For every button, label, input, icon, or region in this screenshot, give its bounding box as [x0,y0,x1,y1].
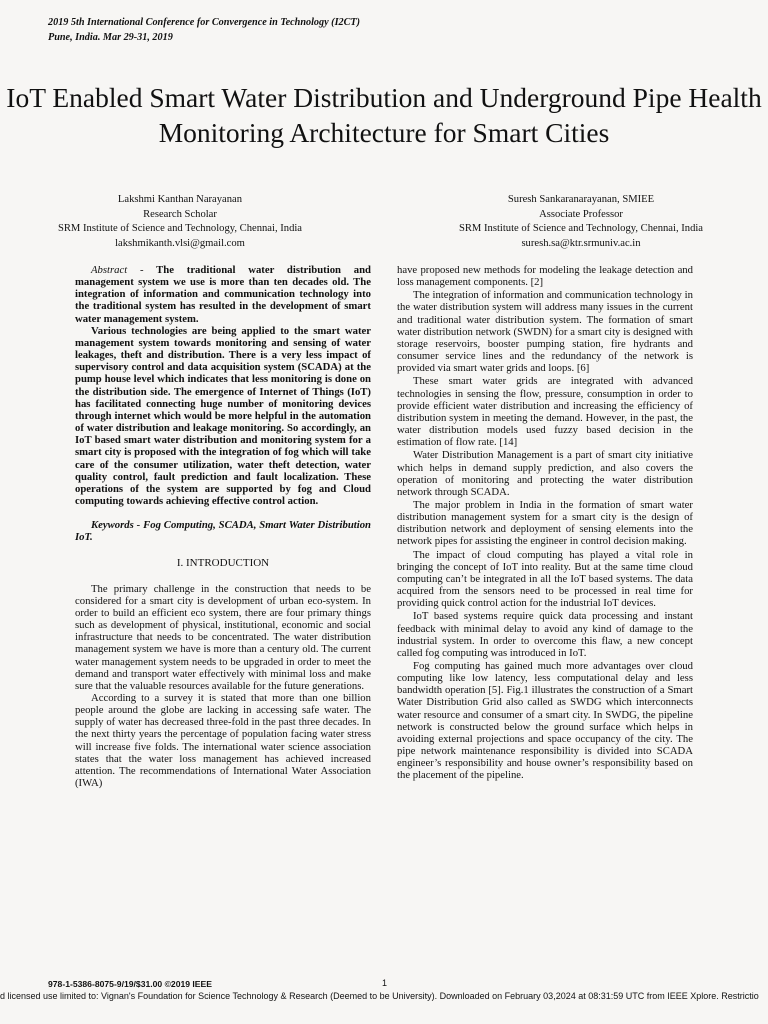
author-affiliation: SRM Institute of Science and Technology, Chennai, India [57,223,303,235]
conference-name: 2019 5th International Conference for Convergence in Technology (I2CT) [48,17,361,28]
author-name: Suresh Sankaranarayanan, SMIEE [507,194,655,205]
abstract-paragraph-1 [75,264,371,325]
author-role: Research Scholar [143,208,217,220]
isbn-footer: 978-1-5386-8075-9/19/$31.00 ©2019 IEEE [48,979,213,989]
author-affiliation: SRM Institute of Science and Technology, Chennai, India [458,223,704,235]
body-paragraph: These smart water grids are integrated with advanced technologies in sensing the flow, pressure, consumption in order to provide efficient water distribution and increasing the efficiency of distribution system in meeting the demand. However, in the past, the water distribution models used fuzzy based decision in the estimation of flow rate. [14] [397,375,693,449]
keywords: Keywords - Fog Computing, SCADA, Smart Water Distribution IoT. [75,519,371,544]
license-notice: d licensed use limited to: Vignan's Foundation for Science Technology & Research (Deemed to be University). Downloaded on February 03,2024 at 08:31:59 UTC from IEEE Xplore. Restrictio [0,991,759,1001]
page-number: 1 [382,978,388,988]
body-paragraph: IoT based systems require quick data processing and instant feedback with minimal delay to avoid any kind of damage to the industrial system. In order to overcome this flaw, a new concept called fog computing was introduced in IoT. [397,610,693,659]
body-paragraph: According to a survey it is stated that more than one billion people around the globe are lacking in accessing safe water. The supply of water has decreased three-fold in the past three decades. In the next thirty years the percentage of population facing water stress will increase five folds. The international water science association states that the water loss management has achieved increased attention. The recommendations of International Water Association (IWA) [75,692,371,790]
left-column [75,264,371,789]
author-email: lakshmikanth.vlsi@gmail.com [115,237,245,249]
right-column [397,264,693,783]
body-paragraph: The integration of information and communication technology in the water distribution system will address many issues in the current and traditional water distribution system. The formation of smart water distribution network (SWDN) for a smart city is designed with storage reservoirs, booster pumping station, fire hydrants and consumer service lines and the redundancy of the network is provided via smart water grids and loops. [6] [397,289,693,375]
conference-header [48,15,360,45]
body-paragraph: Fog computing has gained much more advantages over cloud computing like low latency, less computational delay and less bandwidth operation [5]. Fig.1 illustrates the construction of a Smart Water Distribution Grid also called as SWDG which interconnects water resource and consumer of a smart city. In SWDG, the pipeline network is constructed below the ground surface which helps in avoiding external projections and space occupancy of the city. The pipe network maintenance responsibility is divided into SCADA engineer’s responsibility and house owner’s responsibility based on the placement of the pipeline. [397,660,693,782]
author-block-2 [416,193,746,251]
body-paragraph: have proposed new methods for modeling the leakage detection and loss management components. [2] [397,264,693,289]
abstract-label: Abstract - [91,264,144,276]
abstract-text-1: The traditional water distribution and management system we use is more than ten decades old. The integration of information and communication technology into the traditional system has resulted in the development of smart water management system. [75,264,371,325]
section-heading-introduction: I. INTRODUCTION [176,557,270,570]
abstract-paragraph-2: Various technologies are being applied to the smart water management system towards monitoring and sensing of water leakages, theft and distribution. There is a very less impact of supervisory control and data acquisition system (SCADA) at the pump house level which indicates that less monitoring is done on the distribution side. The emergence of Internet of Things (IoT) has facilitated connecting huge number of monitoring devices through internet which would be more helpful in the automation of water distribution and leakage monitoring. So accordingly, an IoT based smart water distribution and monitoring system for a smart city is proposed with the integration of fog which will take care of the consumer utilization, water theft detection, water quality control, fault prediction and fault localization. These operations of the system are supported by fog and Cloud computing towards achieving effective control action. [75,324,371,507]
author-block-1 [15,193,345,251]
body-paragraph: Water Distribution Management is a part of smart city initiative which helps in demand supply prediction, and also covers the operation of monitoring and protecting the water distribution network through SCADA. [397,449,693,498]
author-role: Associate Professor [539,208,623,220]
author-name: Lakshmi Kanthan Narayanan [117,194,243,205]
body-paragraph: The primary challenge in the construction that needs to be considered for a smart city is development of urban eco-system. In order to build an efficient eco system, there are four primary things such as development of physical, institutional, economic and social infrastructure that needs to be concentrated. The water distribution management system we have is more than a century old. The current water management system needs to be upgraded in order to meet the demand and transport water effectively with minimal loss and make sure that the valuable resources available for the future generations. [75,582,371,692]
author-email: suresh.sa@ktr.srmuniv.ac.in [521,237,641,249]
conference-location: Pune, India. Mar 29-31, 2019 [48,32,173,43]
body-paragraph: The impact of cloud computing has played a vital role in bringing the concept of IoT into reality. But at the same time cloud computing can’t be integrated in all the IoT based systems. The data acquired from the sensors need to be processed in real time for providing quick control action for the industrial IoT devices. [397,548,693,610]
body-paragraph: The major problem in India in the formation of smart water distribution management system for a smart city is the design of distribution network and deployment of sensing elements into the network pipes for assisting the engineer in control decision making. [397,498,693,548]
paper-title: IoT Enabled Smart Water Distribution and Underground Pipe Health Monitoring Architecture for Smart Cities [6,82,762,148]
